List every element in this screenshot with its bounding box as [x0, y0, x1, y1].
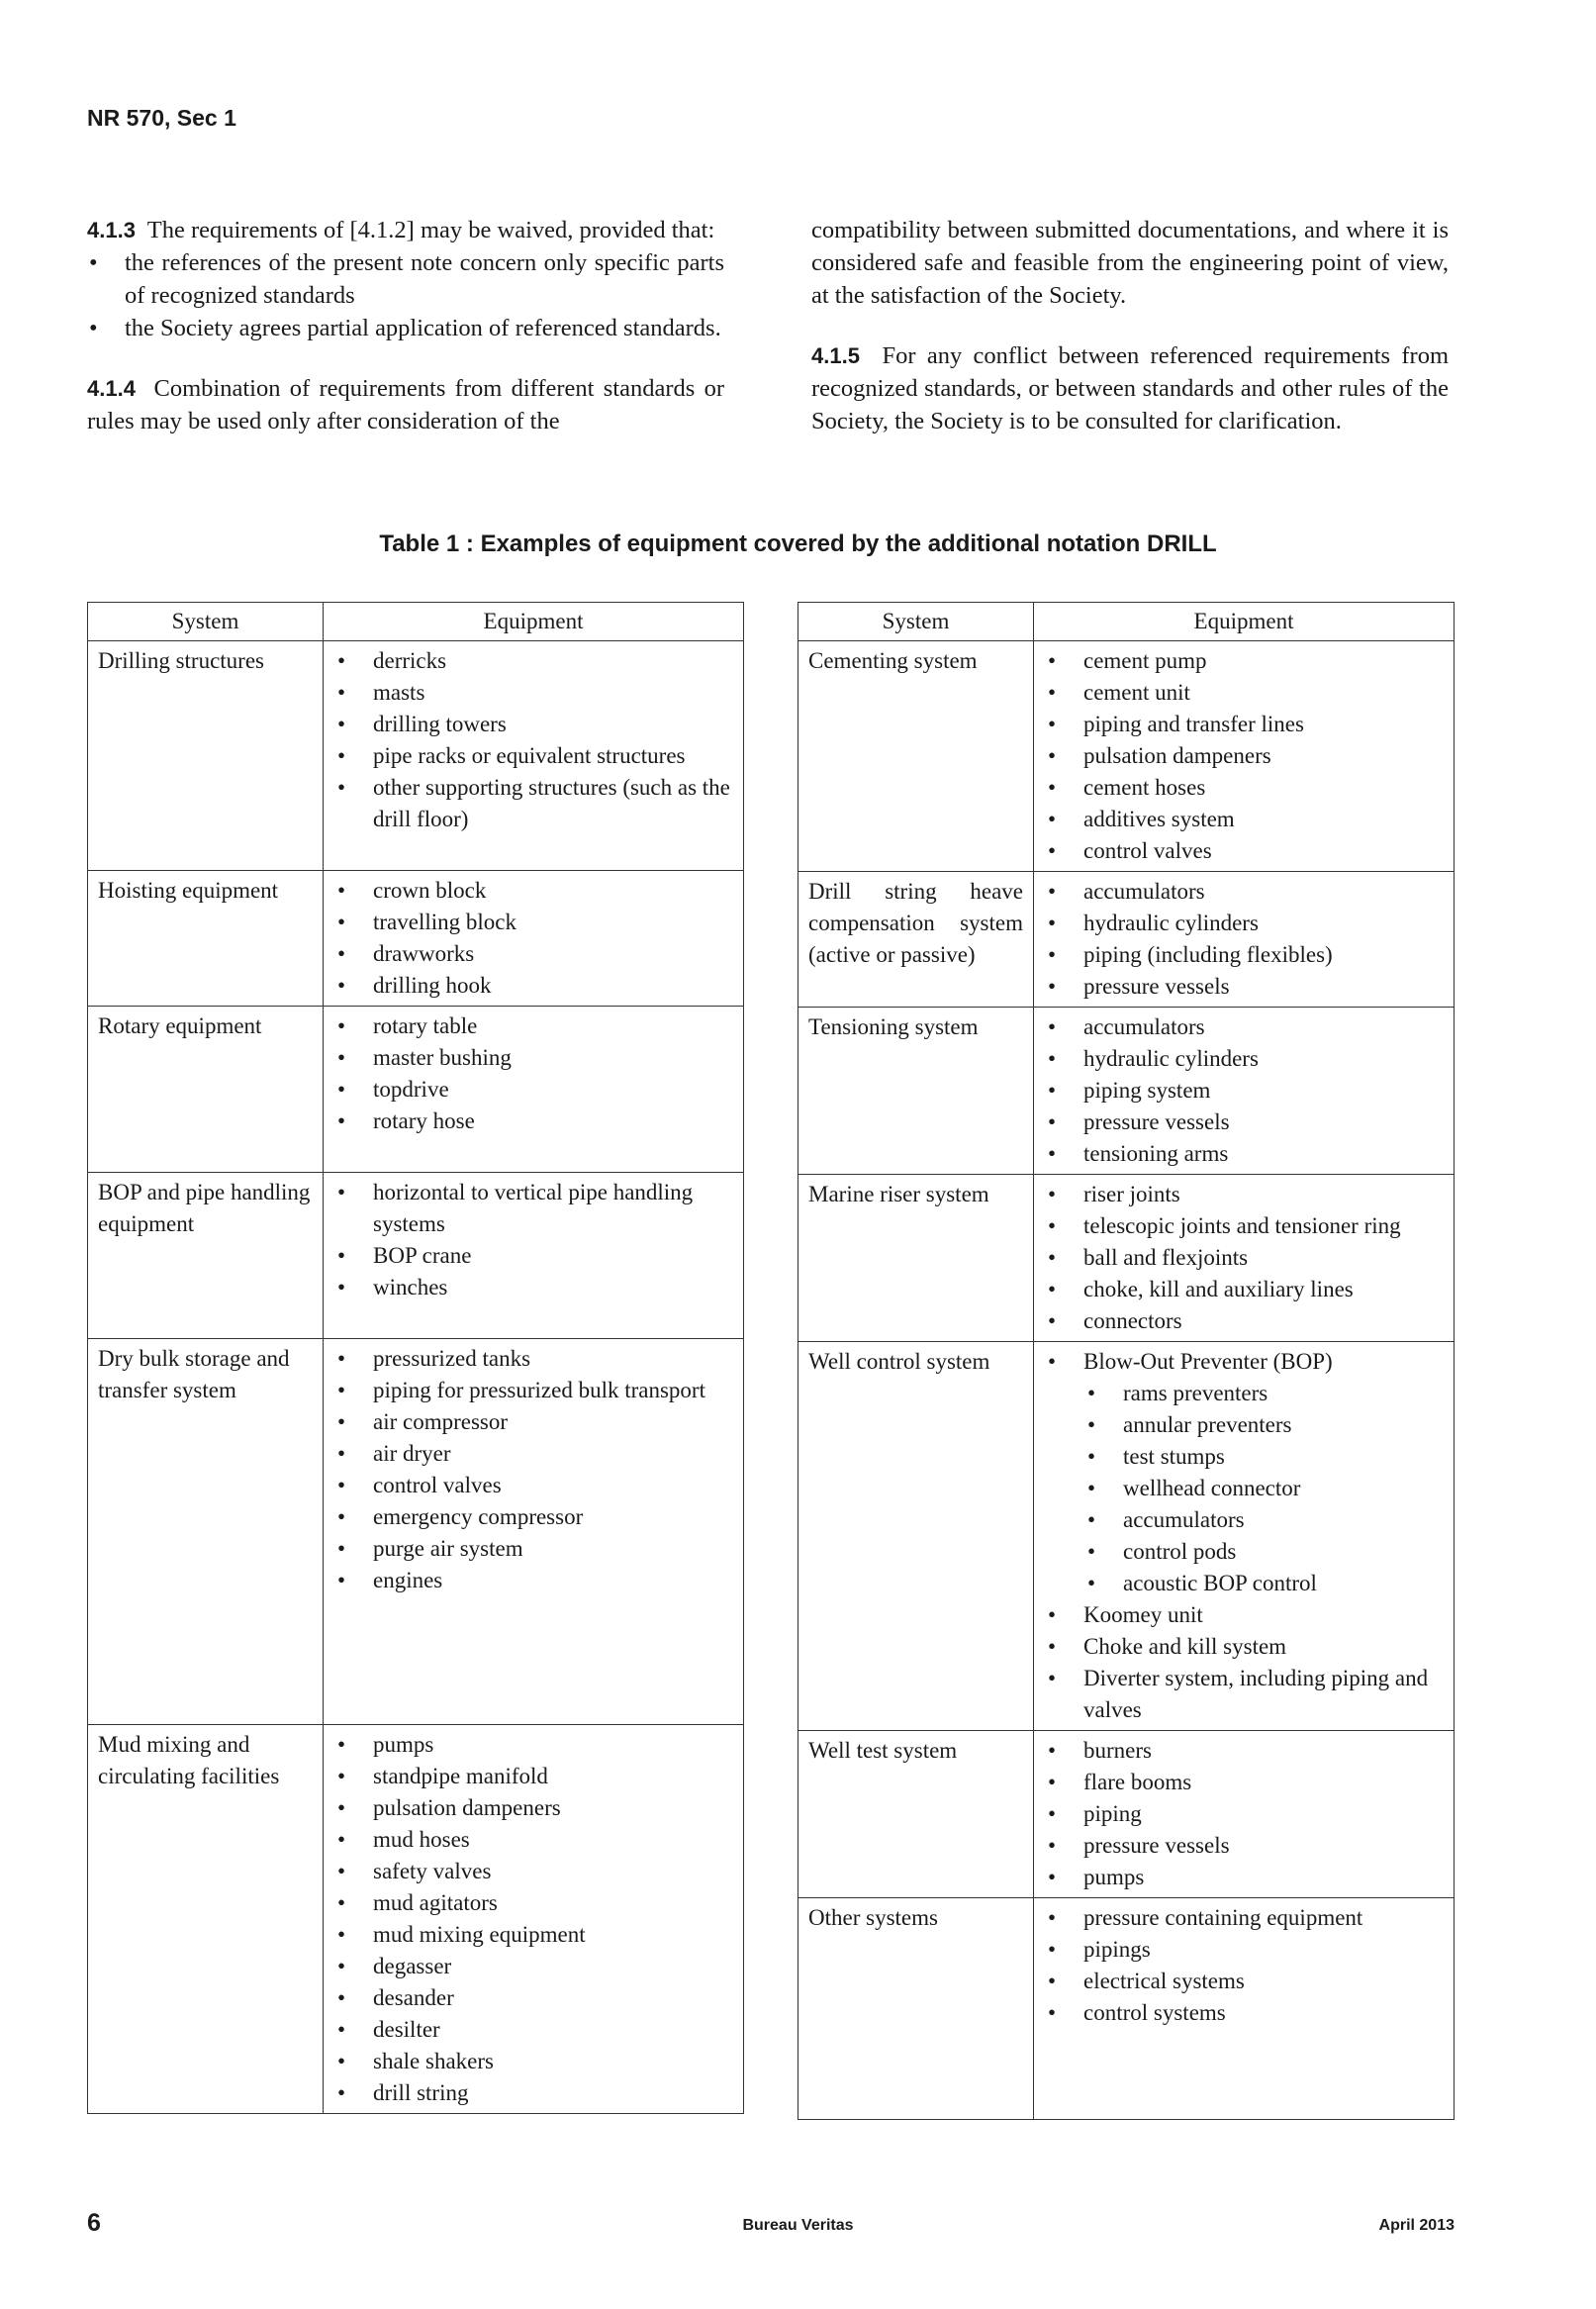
- list-item: • rotary hose: [333, 1106, 733, 1137]
- system-cell: Tensioning system: [798, 1008, 1034, 1175]
- list-item: • drawworks: [333, 938, 733, 970]
- list-item: • additives system: [1044, 804, 1444, 835]
- equipment-cell: [324, 1173, 744, 1339]
- equipment-cell: [1034, 1731, 1455, 1898]
- list-item: • wellhead connector: [1083, 1473, 1444, 1504]
- section-number: 4.1.4: [87, 376, 136, 401]
- list-item: • rotary table: [333, 1010, 733, 1042]
- list-item: • mud mixing equipment: [333, 1919, 733, 1951]
- list-item: • Choke and kill system: [1044, 1631, 1444, 1663]
- list-item: • master bushing: [333, 1042, 733, 1074]
- paragraph-4-1-4: [87, 372, 724, 437]
- list-item: • pressure containing equipment: [1044, 1902, 1444, 1934]
- column-header-equipment: Equipment: [1034, 603, 1455, 641]
- list-item: • piping and transfer lines: [1044, 709, 1444, 740]
- list-item: • air compressor: [333, 1406, 733, 1438]
- equipment-cell: [1034, 641, 1455, 872]
- equipment-cell: [1034, 872, 1455, 1008]
- equipment-list: [333, 1177, 733, 1303]
- equipment-list: [1044, 1346, 1444, 1378]
- body-column-right: [811, 214, 1449, 465]
- paragraph-text: Combination of requirements from different standards or rules may be used only after consideration of the: [87, 375, 724, 434]
- list-item: • the Society agrees partial application of referenced standards.: [87, 312, 724, 344]
- equipment-list: [333, 1010, 733, 1137]
- list-item: • pressure vessels: [1044, 971, 1444, 1003]
- system-cell: Mud mixing and circulating facilities: [88, 1725, 324, 2114]
- list-item: • pumps: [333, 1729, 733, 1761]
- list-item: • shale shakers: [333, 2046, 733, 2077]
- equipment-cell: [1034, 1175, 1455, 1342]
- equipment-cell: [1034, 1008, 1455, 1175]
- table-row: [88, 871, 744, 1007]
- table-row: [88, 1173, 744, 1339]
- equipment-list: [1044, 1902, 1444, 2029]
- equipment-list: [1044, 1011, 1444, 1170]
- list-item: • safety valves: [333, 1856, 733, 1887]
- list-item: • mud agitators: [333, 1887, 733, 1919]
- list-item: • hydraulic cylinders: [1044, 908, 1444, 939]
- list-item: • hydraulic cylinders: [1044, 1043, 1444, 1075]
- list-item: • emergency compressor: [333, 1501, 733, 1533]
- table-row: [798, 1898, 1455, 2120]
- page-number: 6: [87, 2209, 101, 2237]
- list-item: • control valves: [1044, 835, 1444, 867]
- equipment-list: [333, 1729, 733, 2109]
- table-row: [88, 1725, 744, 2114]
- list-item: • engines: [333, 1565, 733, 1596]
- list-item: • horizontal to vertical pipe handling systems: [333, 1177, 733, 1240]
- list-item: • tensioning arms: [1044, 1138, 1444, 1170]
- paragraph-text: For any conflict between referenced requirements from recognized standards, or between standards and other rules of the Society, the Society is to be consulted for clarification.: [811, 342, 1450, 434]
- publisher: Bureau Veritas: [742, 2217, 854, 2234]
- paragraph-4-1-3: [87, 214, 724, 246]
- system-cell: Dry bulk storage and transfer system: [88, 1339, 324, 1725]
- list-item: • standpipe manifold: [333, 1761, 733, 1792]
- system-cell: Well control system: [798, 1342, 1034, 1731]
- list-item: • burners: [1044, 1735, 1444, 1767]
- list-item: • cement unit: [1044, 677, 1444, 709]
- table-row: [798, 1731, 1455, 1898]
- list-item: • the references of the present note concern only specific parts of recognized standards: [87, 246, 724, 312]
- list-item: • travelling block: [333, 907, 733, 938]
- equipment-cell: [324, 641, 744, 871]
- paragraph-bullet-list: [87, 246, 724, 344]
- list-item: • acoustic BOP control: [1083, 1568, 1444, 1599]
- column-header-equipment: Equipment: [324, 603, 744, 641]
- system-cell: Marine riser system: [798, 1175, 1034, 1342]
- equipment-cell: [324, 1725, 744, 2114]
- system-cell: Drill string heave compensation system (active or passive): [798, 872, 1034, 1008]
- table-row: [798, 641, 1455, 872]
- table-row: [88, 1007, 744, 1173]
- list-item: • choke, kill and auxiliary lines: [1044, 1274, 1444, 1305]
- list-item: • accumulators: [1083, 1504, 1444, 1536]
- list-item: • mud hoses: [333, 1824, 733, 1856]
- list-item: • accumulators: [1044, 1011, 1444, 1043]
- list-item: • topdrive: [333, 1074, 733, 1106]
- list-item: • pipe racks or equivalent structures: [333, 740, 733, 772]
- list-item: • derricks: [333, 645, 733, 677]
- table-row: [798, 1342, 1455, 1731]
- list-item: • pressure vessels: [1044, 1106, 1444, 1138]
- list-item: • pipings: [1044, 1934, 1444, 1966]
- equipment-table-left: [87, 602, 744, 2114]
- system-cell: Hoisting equipment: [88, 871, 324, 1007]
- paragraph-4-1-5: [811, 339, 1449, 437]
- list-item: • masts: [333, 677, 733, 709]
- issue-date: April 2013: [1378, 2217, 1455, 2234]
- system-cell: Other systems: [798, 1898, 1034, 2120]
- table-row: [798, 1175, 1455, 1342]
- equipment-list: [333, 645, 733, 835]
- list-item: • piping: [1044, 1798, 1444, 1830]
- list-item: • pumps: [1044, 1862, 1444, 1893]
- list-item: • drilling hook: [333, 970, 733, 1002]
- system-cell: Well test system: [798, 1731, 1034, 1898]
- equipment-list: [333, 1343, 733, 1596]
- list-item: • pressurized tanks: [333, 1343, 733, 1375]
- equipment-list: [1044, 1179, 1444, 1337]
- list-item: • riser joints: [1044, 1179, 1444, 1210]
- list-item: • crown block: [333, 875, 733, 907]
- table-row: [88, 641, 744, 871]
- body-column-left: [87, 214, 724, 465]
- list-item: • cement pump: [1044, 645, 1444, 677]
- system-cell: Rotary equipment: [88, 1007, 324, 1173]
- list-item: • flare booms: [1044, 1767, 1444, 1798]
- equipment-list: [333, 875, 733, 1002]
- section-number: 4.1.3: [87, 218, 136, 242]
- table-row: [798, 1008, 1455, 1175]
- list-item: • pressure vessels: [1044, 1830, 1444, 1862]
- list-item: • other supporting structures (such as the drill floor): [333, 772, 733, 835]
- table-title: Table 1 : Examples of equipment covered by the additional notation DRILL: [379, 530, 1217, 557]
- equipment-list: [1044, 645, 1444, 867]
- equipment-cell: [1034, 1898, 1455, 2120]
- equipment-cell: [1034, 1342, 1455, 1731]
- list-item: • Koomey unit: [1044, 1599, 1444, 1631]
- sub-equipment-list: [1083, 1378, 1444, 1599]
- system-cell: Drilling structures: [88, 641, 324, 871]
- list-item: • desander: [333, 1982, 733, 2014]
- list-item: • telescopic joints and tensioner ring: [1044, 1210, 1444, 1242]
- list-item: • electrical systems: [1044, 1966, 1444, 1997]
- list-item: • purge air system: [333, 1533, 733, 1565]
- paragraph-4-1-4-continued: compatibility between submitted documentations, and where it is considered safe and feasible from the engineering point of view, at the satisfaction of the Society.: [811, 217, 1449, 309]
- paragraph-text: The requirements of [4.1.2] may be waived, provided that:: [146, 217, 715, 243]
- equipment-list: [1044, 1599, 1444, 1726]
- list-item: • drill string: [333, 2077, 733, 2109]
- list-item: • degasser: [333, 1951, 733, 1982]
- list-item: • control systems: [1044, 1997, 1444, 2029]
- list-item: • Diverter system, including piping and valves: [1044, 1663, 1444, 1726]
- running-header: NR 570, Sec 1: [87, 105, 236, 131]
- list-item: • piping system: [1044, 1075, 1444, 1106]
- list-item: • accumulators: [1044, 876, 1444, 908]
- equipment-cell: [324, 1007, 744, 1173]
- list-item: • control pods: [1083, 1536, 1444, 1568]
- list-item: • connectors: [1044, 1305, 1444, 1337]
- table-row: [88, 1339, 744, 1725]
- list-item: • pulsation dampeners: [1044, 740, 1444, 772]
- list-item: • ball and flexjoints: [1044, 1242, 1444, 1274]
- list-item: • BOP crane: [333, 1240, 733, 1272]
- list-item: • pulsation dampeners: [333, 1792, 733, 1824]
- equipment-list: [1044, 876, 1444, 1003]
- equipment-list: [1044, 1735, 1444, 1893]
- section-number: 4.1.5: [811, 343, 860, 368]
- list-item: • piping for pressurized bulk transport: [333, 1375, 733, 1406]
- equipment-cell: [324, 1339, 744, 1725]
- list-item: • drilling towers: [333, 709, 733, 740]
- system-cell: BOP and pipe handling equipment: [88, 1173, 324, 1339]
- list-item: • piping (including flexibles): [1044, 939, 1444, 971]
- table-row: [798, 872, 1455, 1008]
- list-item: • winches: [333, 1272, 733, 1303]
- list-item: • desilter: [333, 2014, 733, 2046]
- list-item: • annular preventers: [1083, 1409, 1444, 1441]
- list-item: • cement hoses: [1044, 772, 1444, 804]
- column-header-system: System: [88, 603, 324, 641]
- equipment-cell: [324, 871, 744, 1007]
- list-item: • rams preventers: [1083, 1378, 1444, 1409]
- list-item: • test stumps: [1083, 1441, 1444, 1473]
- equipment-table-right: [798, 602, 1455, 2120]
- column-header-system: System: [798, 603, 1034, 641]
- list-item: • Blow-Out Preventer (BOP): [1044, 1346, 1444, 1378]
- list-item: • control valves: [333, 1470, 733, 1501]
- system-cell: Cementing system: [798, 641, 1034, 872]
- list-item: • air dryer: [333, 1438, 733, 1470]
